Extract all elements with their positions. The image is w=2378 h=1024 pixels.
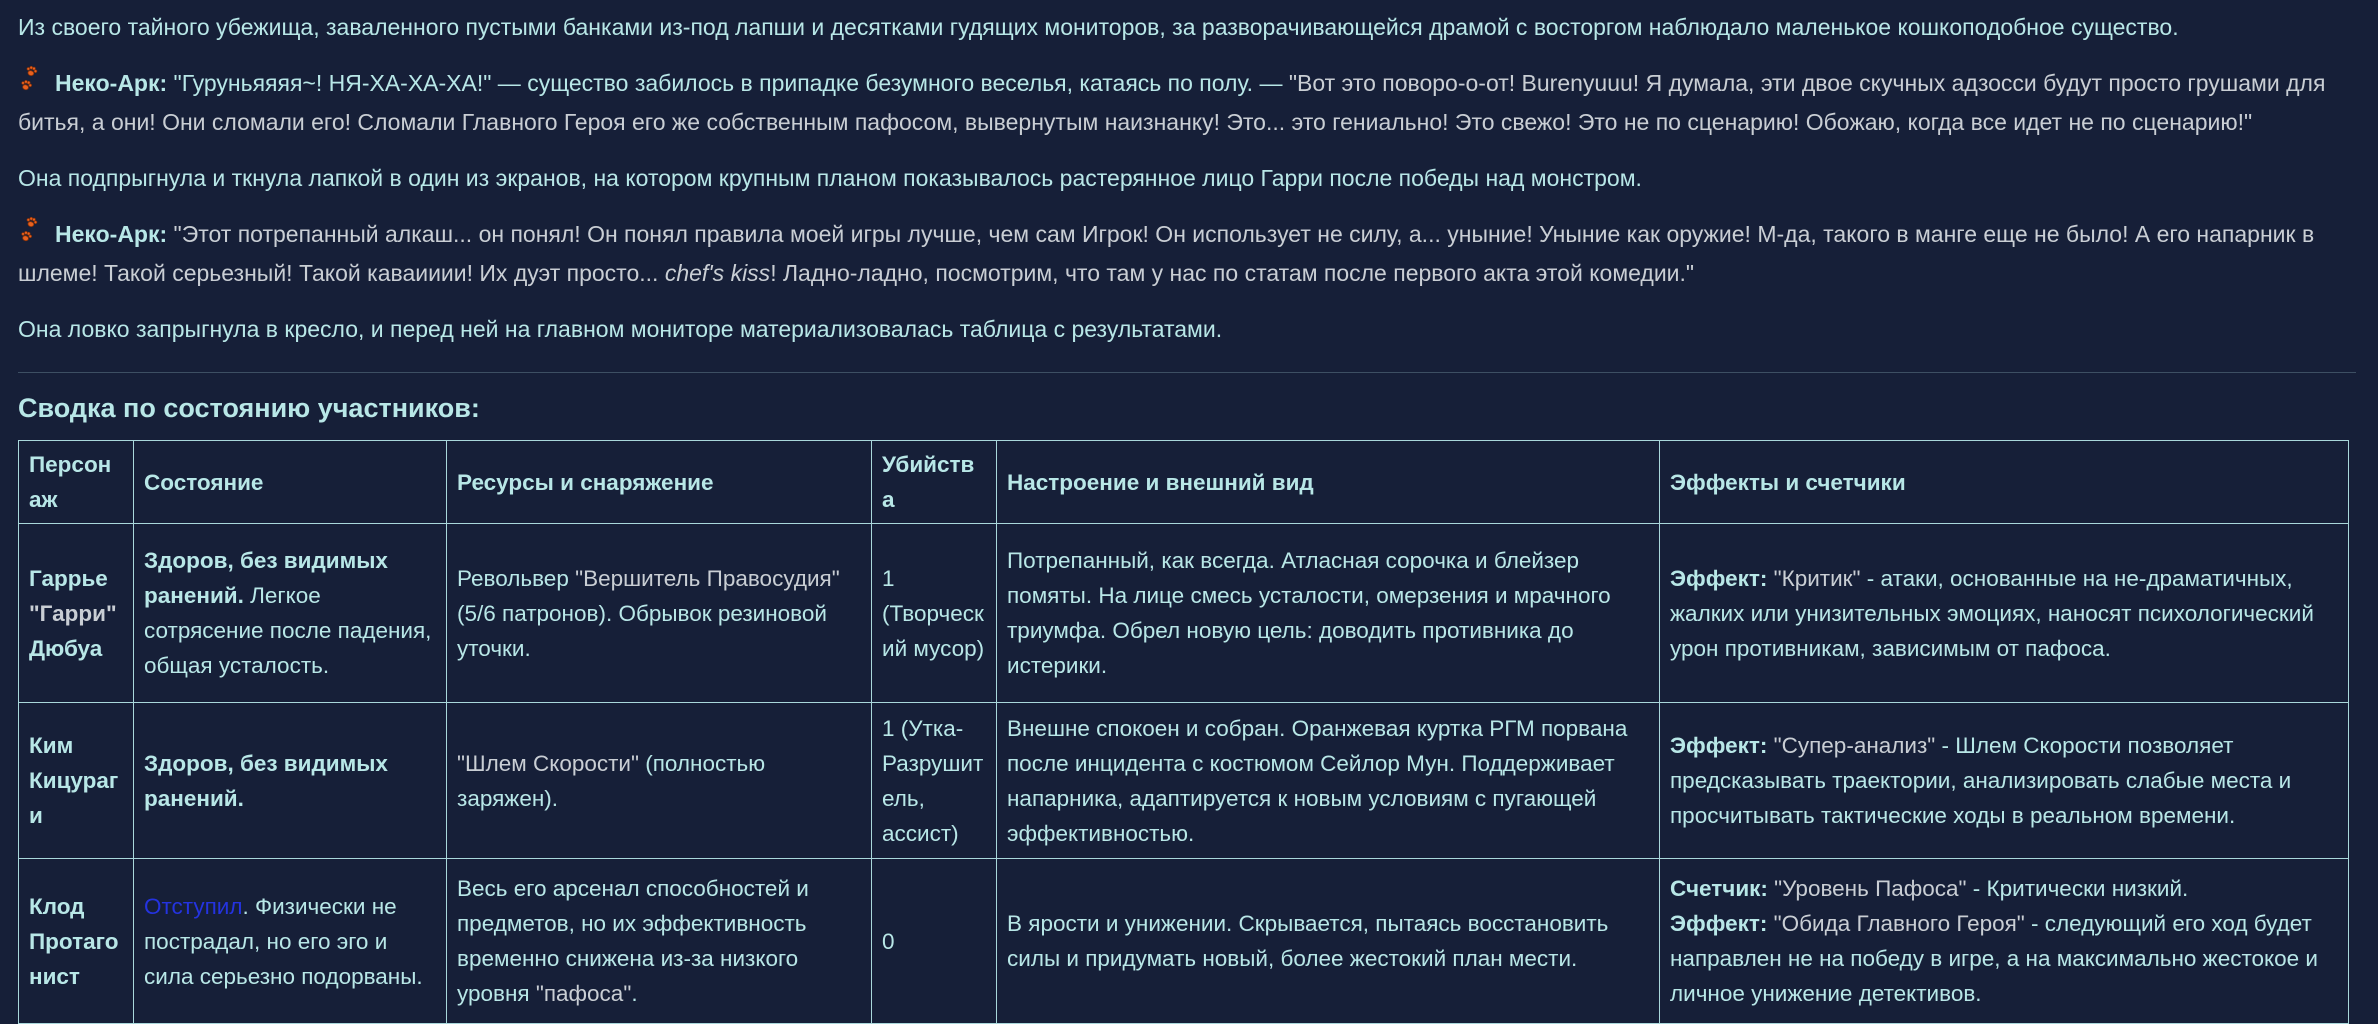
cell-kills [872,703,997,859]
cell-mood [997,703,1660,859]
text-segment: Она подпрыгнула и ткнула лапкой в один из экранов, на котором крупным планом показывалось растерянное лицо Гарри после победы над монстром. [18,165,1642,191]
text-segment: - Шлем Скорости позволяет предсказывать траектории, анализировать слабые места и просчитывать тактические ходы в реальном времени. [1670,733,2292,828]
text-segment: chef's kiss [664,260,771,286]
retreat-status: Отступил [144,893,243,919]
narration-paragraph [18,10,2356,44]
text-segment: "пафоса" [535,981,632,1006]
text-segment: Счетчик: [1670,876,1768,901]
table-header-row [19,441,2349,524]
cell-effects [1660,703,2349,859]
text-segment: Клод Протагонист [29,893,119,989]
text-segment: "Гуруньяяяя~! НЯ-ХА-ХА-ХА!" — существо забилось в припадке безумного веселья, катаясь по полу. — [167,70,1289,96]
text-segment: . [631,981,638,1006]
text-segment: Дюбуа [29,635,103,661]
text-segment: ! Ладно-ладно, посмотрим, что там у нас по статам после первого акта этой комедии." [770,260,1695,286]
text-segment: - Критически низкий. [1966,876,2189,901]
text-segment: . Физически не пострадал, но его эго и сила серьезно подорваны. [144,893,423,989]
text-segment: Здоров, без видимых ранений. [144,750,388,811]
text-segment: "Этот потрепанный алкаш... он понял! Он понял правила моей игры лучше, чем сам Игрок! Он использует не силу, а... уныние! Уныние как оружие! М-да, такого в манге еще не было! А его напарник в шлеме! Такой серьезный! Такой каваииии! Их дуэт просто... [18,221,2315,286]
text-segment: Револьвер [457,565,576,591]
speaker-name: Неко-Арк: [55,70,168,96]
cell-character [19,859,134,1024]
cell-state [134,703,447,859]
text-segment: (полностью заряжен). [457,750,766,811]
text-segment: "Супер-анализ" [1767,733,1936,758]
cell-resources [447,859,872,1024]
text-segment: Эффект: [1670,911,1768,936]
neko-ark-dialogue [18,66,2356,139]
text-segment: "Шлем Скорости" [457,750,639,776]
text-segment: "Обида Главного Героя" [1767,911,2025,936]
cell-resources [447,524,872,703]
summary-heading: Сводка по состоянию участников: [18,393,480,423]
text-segment: 1 (Утка-Разрушитель, ассист) [882,715,984,846]
cell-effects [1660,524,2349,703]
text-segment: Эффект: [1670,565,1768,591]
cell-character [19,703,134,859]
text-segment: "Гарри" [29,600,117,626]
table-row-claude [19,859,2349,1024]
text-segment: Весь его арсенал способностей и предметов, но их эффективность временно снижена из-за низкого уровня [457,876,809,1006]
cell-mood [997,859,1660,1024]
dialogue-text [18,70,2325,135]
paw-prints-icon [18,66,48,105]
narration-paragraph [18,161,2356,195]
paw-prints-icon [18,217,48,256]
neko-ark-dialogue [18,217,2356,290]
text-segment: В ярости и унижении. Скрывается, пытаясь восстановить силы и придумать новый, более жестокий план мести. [1007,911,1609,971]
table-row-harry [19,524,2349,703]
cell-kills [872,524,997,703]
participants-status-table [18,440,2349,1024]
header-resources: Ресурсы и снаряжение [447,441,872,524]
text-segment: "Уровень Пафоса" [1767,876,1967,901]
text-segment: Эффект: [1670,733,1768,758]
text-segment: Потрепанный, как всегда. Атласная сорочка и блейзер помяты. На лице смесь усталости, омерзения и мрачного триумфа. Обрел новую цель: доводить противника до истерики. [1007,548,1611,678]
cell-effects [1660,859,2349,1024]
speaker-name: Неко-Арк: [55,221,168,247]
text-segment: 0 [882,928,895,954]
cell-state [134,859,447,1024]
header-effects: Эффекты и счетчики [1660,441,2349,524]
text-segment: Здоров, без видимых ранений. [144,548,388,608]
text-segment: "Вершитель Правосудия" [575,565,840,591]
cell-kills [872,859,997,1024]
header-character: Персонаж [19,441,134,524]
text-segment: - атаки, основанные на не-драматичных, жалких или унизительных эмоциях, наносят психологический урон противникам, зависимым от пафоса. [1670,565,2314,661]
text-segment: Внешне спокоен и собран. Оранжевая куртка РГМ порвана после инцидента с костюмом Сейлор Мун. Поддерживает напарника, адаптируется к новым условиям с пугающей эффективностью. [1007,715,1628,846]
cell-resources [447,703,872,859]
section-divider [18,372,2356,373]
text-segment: Ким Кицураги [29,733,119,828]
narration-paragraph [18,312,2356,346]
text-segment: "Вот это поворо-о-от! Burenyuuu! Я думала, эти двое скучных адзосси будут просто грушами для битья, а они! Они сломали его! Сломали Главного Героя его же собственным пафосом, вывернутым наизнанку! Это... это гениально! Это свежо! Это не по сценарию! Обожаю, когда все идет не по сценарию!" [18,70,2326,135]
text-segment: Легкое сотрясение после падения, общая усталость. [144,583,432,678]
header-mood: Настроение и внешний вид [997,441,1660,524]
cell-character [19,524,134,703]
cell-state [134,524,447,703]
text-segment: "Критик" [1767,565,1861,591]
table-row-kim [19,703,2349,859]
text-segment: 1 (Творческий мусор) [882,565,985,661]
text-segment: (5/6 патронов). Обрывок резиновой уточки. [457,600,827,661]
header-kills: Убийства [872,441,997,524]
text-segment: Гаррье [29,565,108,591]
cell-mood [997,524,1660,703]
dialogue-text [18,221,2314,286]
text-segment: Она ловко запрыгнула в кресло, и перед ней на главном мониторе материализовалась таблица с результатами. [18,316,1223,342]
text-segment: Из своего тайного убежища, заваленного пустыми банками из-под лапши и десятками гудящих мониторов, за разворачивающейся драмой с восторгом наблюдало маленькое кошкоподобное существо. [18,14,2179,40]
header-state: Состояние [134,441,447,524]
chat-transcript [18,10,2356,1024]
text-segment: - следующий его ход будет направлен не на победу в игре, а на максимально жестокое и личное унижение детективов. [1670,911,2318,1006]
